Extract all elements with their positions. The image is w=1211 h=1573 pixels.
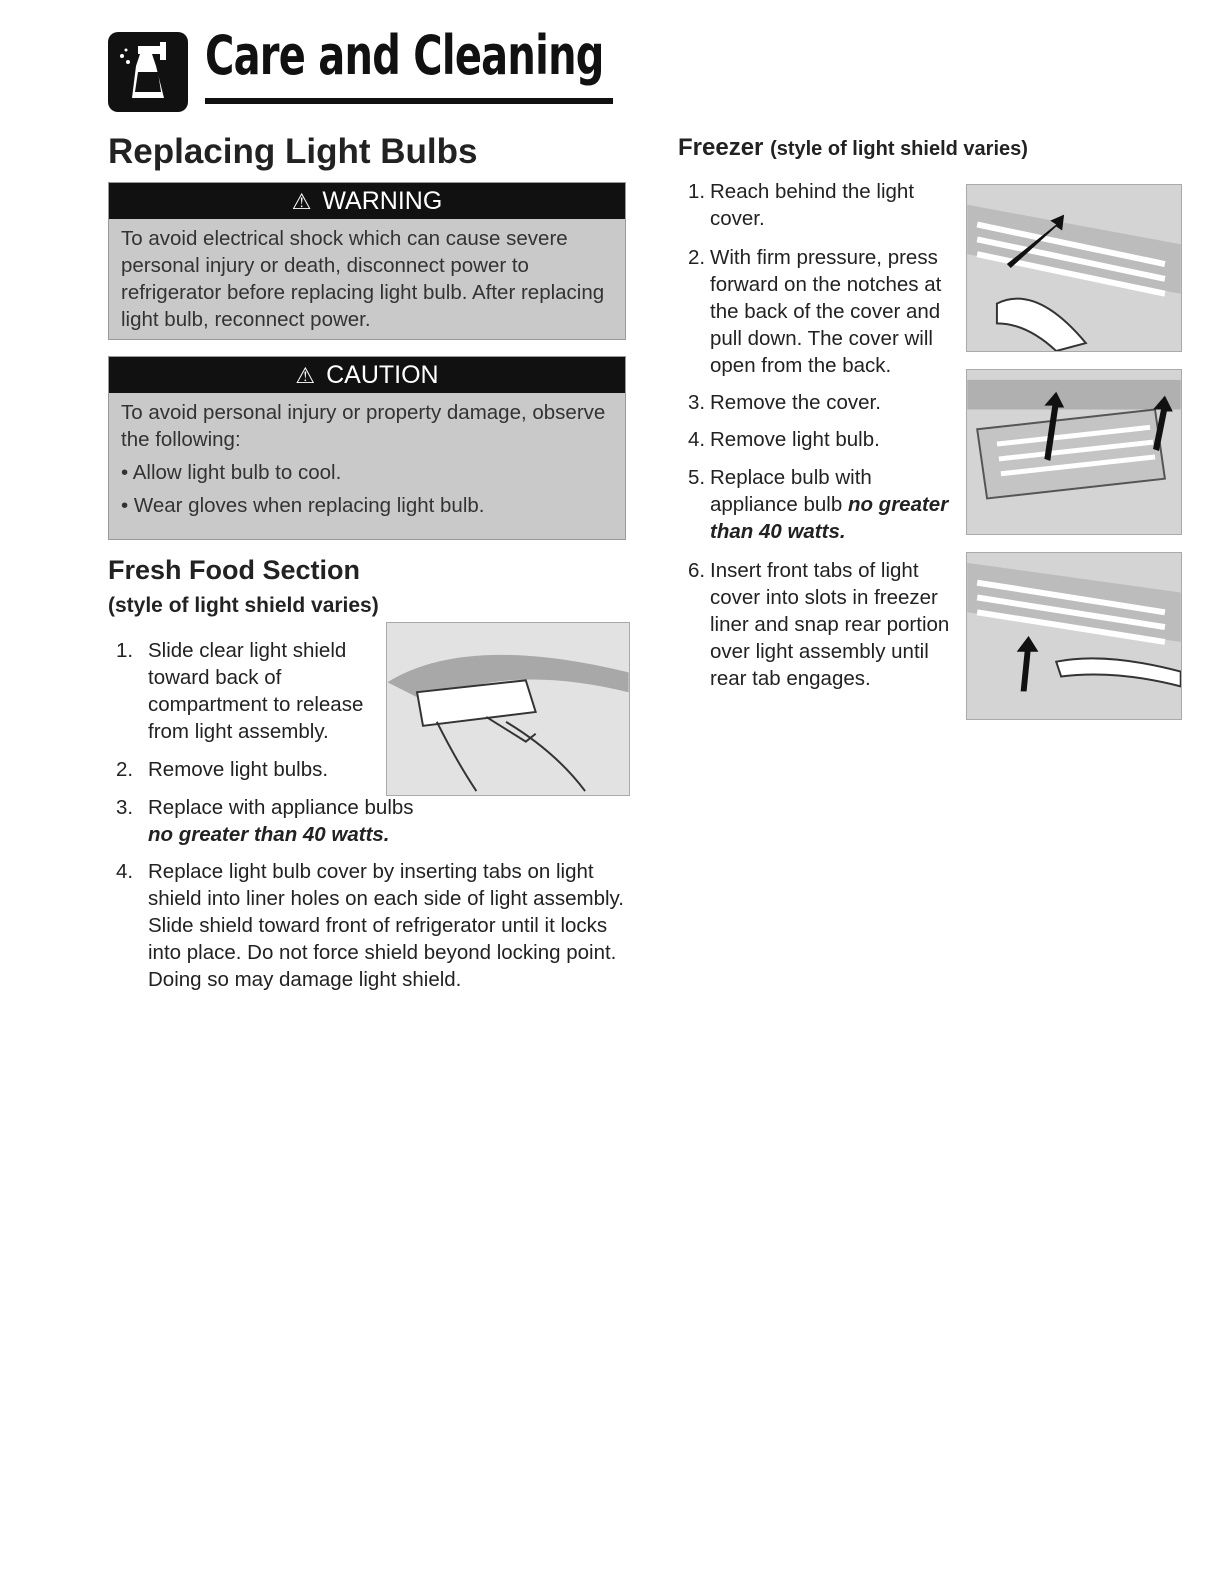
warning-label: WARNING [322,187,443,215]
warning-text: To avoid electrical shock which can cause severe personal injury or death, disconnect power to refrigerator before replacing light bulb. After replacing light bulb, reconnect power. [121,227,605,331]
warning-box [108,182,626,340]
spray-bottle-icon [108,32,188,112]
caution-triangle-icon: ⚠ [295,363,316,388]
warning-header [109,183,625,219]
warning-triangle-icon: ⚠ [291,189,312,214]
freezer-step: 5. Replace bulb with appliance bulb no greater than 40 watts. [688,466,949,543]
freezer-step: 1. Reach behind the light cover. [688,180,915,230]
fresh-food-light-shield-illustration [386,622,630,796]
freezer-step: 2. With firm pressure, press forward on the notches at the back of the cover and pull down. The cover will open from the back. [688,246,942,377]
freezer-title: Freezer (style of light shield varies) [678,134,1028,161]
caution-header [109,357,625,393]
freezer-subtitle: (style of light shield varies) [770,138,1028,160]
fresh-step: 3. Replace with appliance bulbs no greater than 40 watts. [116,796,414,846]
fresh-step: 1. Slide clear light shield toward back of compartment to release from light assembly. [116,639,364,743]
freezer-step: 6. Insert front tabs of light cover into slots in freezer liner and snap rear portion over light assembly until rear tab engages. [688,559,950,690]
freezer-illustration-press-notches [966,184,1182,352]
fresh-food-title: Fresh Food Section [108,555,361,585]
caution-intro: To avoid personal injury or property damage, observe the following: [121,401,606,451]
freezer-step: 4. Remove light bulb. [688,428,880,451]
fresh-step: 4. Replace light bulb cover by inserting tabs on light shield into liner holes on each side of light assembly. Slide shield toward front of refrigerator until it locks into place. Do not force shield beyond locking point. Doing so may damage light shield. [116,860,624,991]
fresh-food-subtitle: (style of light shield varies) [108,594,379,617]
title-underline [205,98,613,104]
caution-box [108,356,626,540]
caution-bullet: • Allow light bulb to cool. [121,461,342,484]
wattage-emphasis: no greater than 40 watts. [710,493,949,543]
caution-bullet: • Wear gloves when replacing light bulb. [121,494,485,517]
freezer-illustration-pull-down [966,369,1182,535]
section-title: Care and Cleaning [205,24,604,87]
wattage-emphasis: no greater than 40 watts. [148,823,390,846]
caution-label: CAUTION [326,361,439,389]
freezer-step: 3. Remove the cover. [688,391,881,414]
freezer-illustration-insert-tabs [966,552,1182,720]
fresh-step: 2. Remove light bulbs. [116,758,329,781]
page-title: Replacing Light Bulbs [108,132,478,171]
